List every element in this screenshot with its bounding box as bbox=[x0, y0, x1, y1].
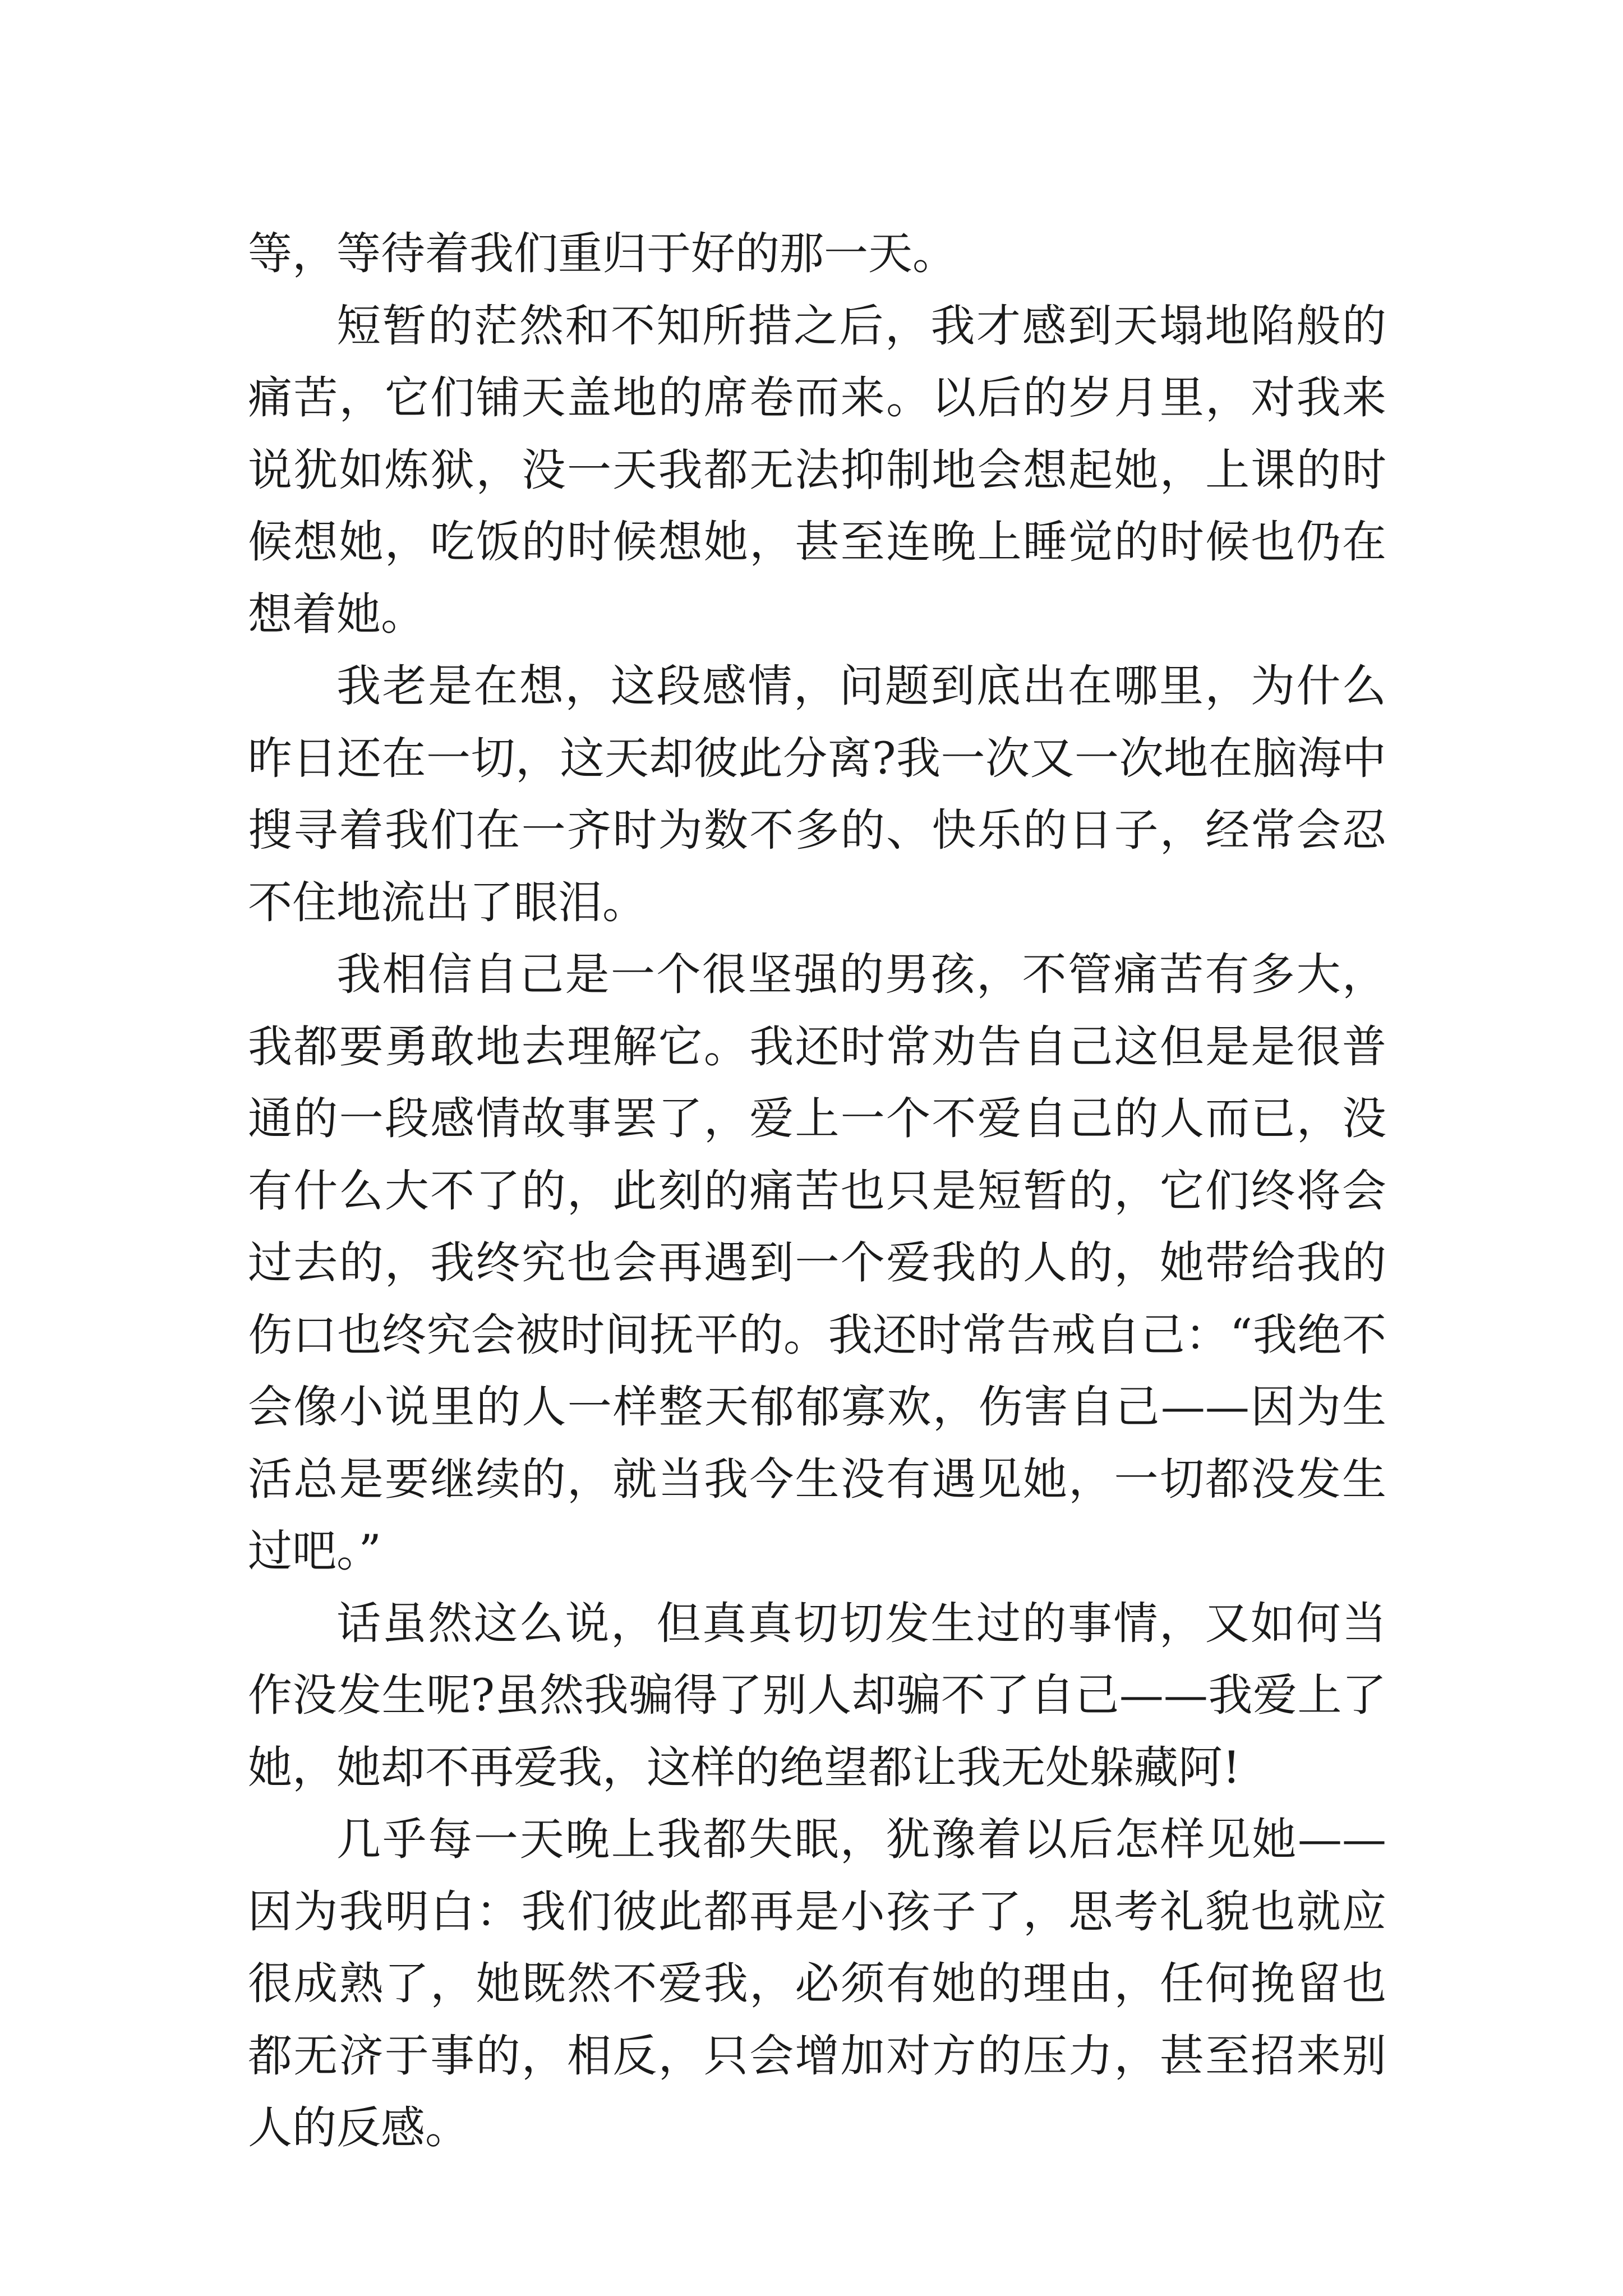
body-text bbox=[248, 218, 1386, 2164]
paragraph: 我老是在想，这段感情，问题到底出在哪里，为什么昨日还在一切，这天却彼此分离?我一次又一次地在脑海中搜寻着我们在一齐时为数不多的、快乐的日子，经常会忍不住地流出了眼泪。 bbox=[248, 660, 1386, 928]
paragraph: 几乎每一天晚上我都失眠，犹豫着以后怎样见她——因为我明白：我们彼此都再是小孩子了，思考礼貌也就应很成熟了，她既然不爱我，必须有她的理由，任何挽留也都无济于事的，相反，只会增加对方的压力，甚至招来别人的反感。 bbox=[248, 1814, 1386, 2154]
paragraph: 我相信自己是一个很坚强的男孩，不管痛苦有多大，我都要勇敢地去理解它。我还时常劝告自己这但是是很普通的一段感情故事罢了，爱上一个不爱自己的人而已，没有什么大不了的，此刻的痛苦也只是短暂的，它们终将会过去的，我终究也会再遇到一个爱我的人的，她带给我的伤口也终究会被时间抚平的。我还时常告戒自己：“我绝不会像小说里的人一样整天郁郁寡欢，伤害自己——因为生活总是要继续的，就当我今生没有遇见她，一切都没发生过吧。” bbox=[248, 949, 1386, 1577]
paragraph-continued: 等，等待着我们重归于好的那一天。 bbox=[248, 228, 957, 279]
paragraph: 短暂的茫然和不知所措之后，我才感到天塌地陷般的痛苦，它们铺天盖地的席卷而来。以后的岁月里，对我来说犹如炼狱，没一天我都无法抑制地会想起她，上课的时候想她，吃饭的时候想她，甚至连晚上睡觉的时候也仍在想着她。 bbox=[248, 300, 1386, 640]
paragraph: 话虽然这么说，但真真切切发生过的事情，又如何当作没发生呢?虽然我骗得了别人却骗不了自己——我爱上了她，她却不再爱我，这样的绝望都让我无处躲藏阿! bbox=[248, 1597, 1386, 1793]
